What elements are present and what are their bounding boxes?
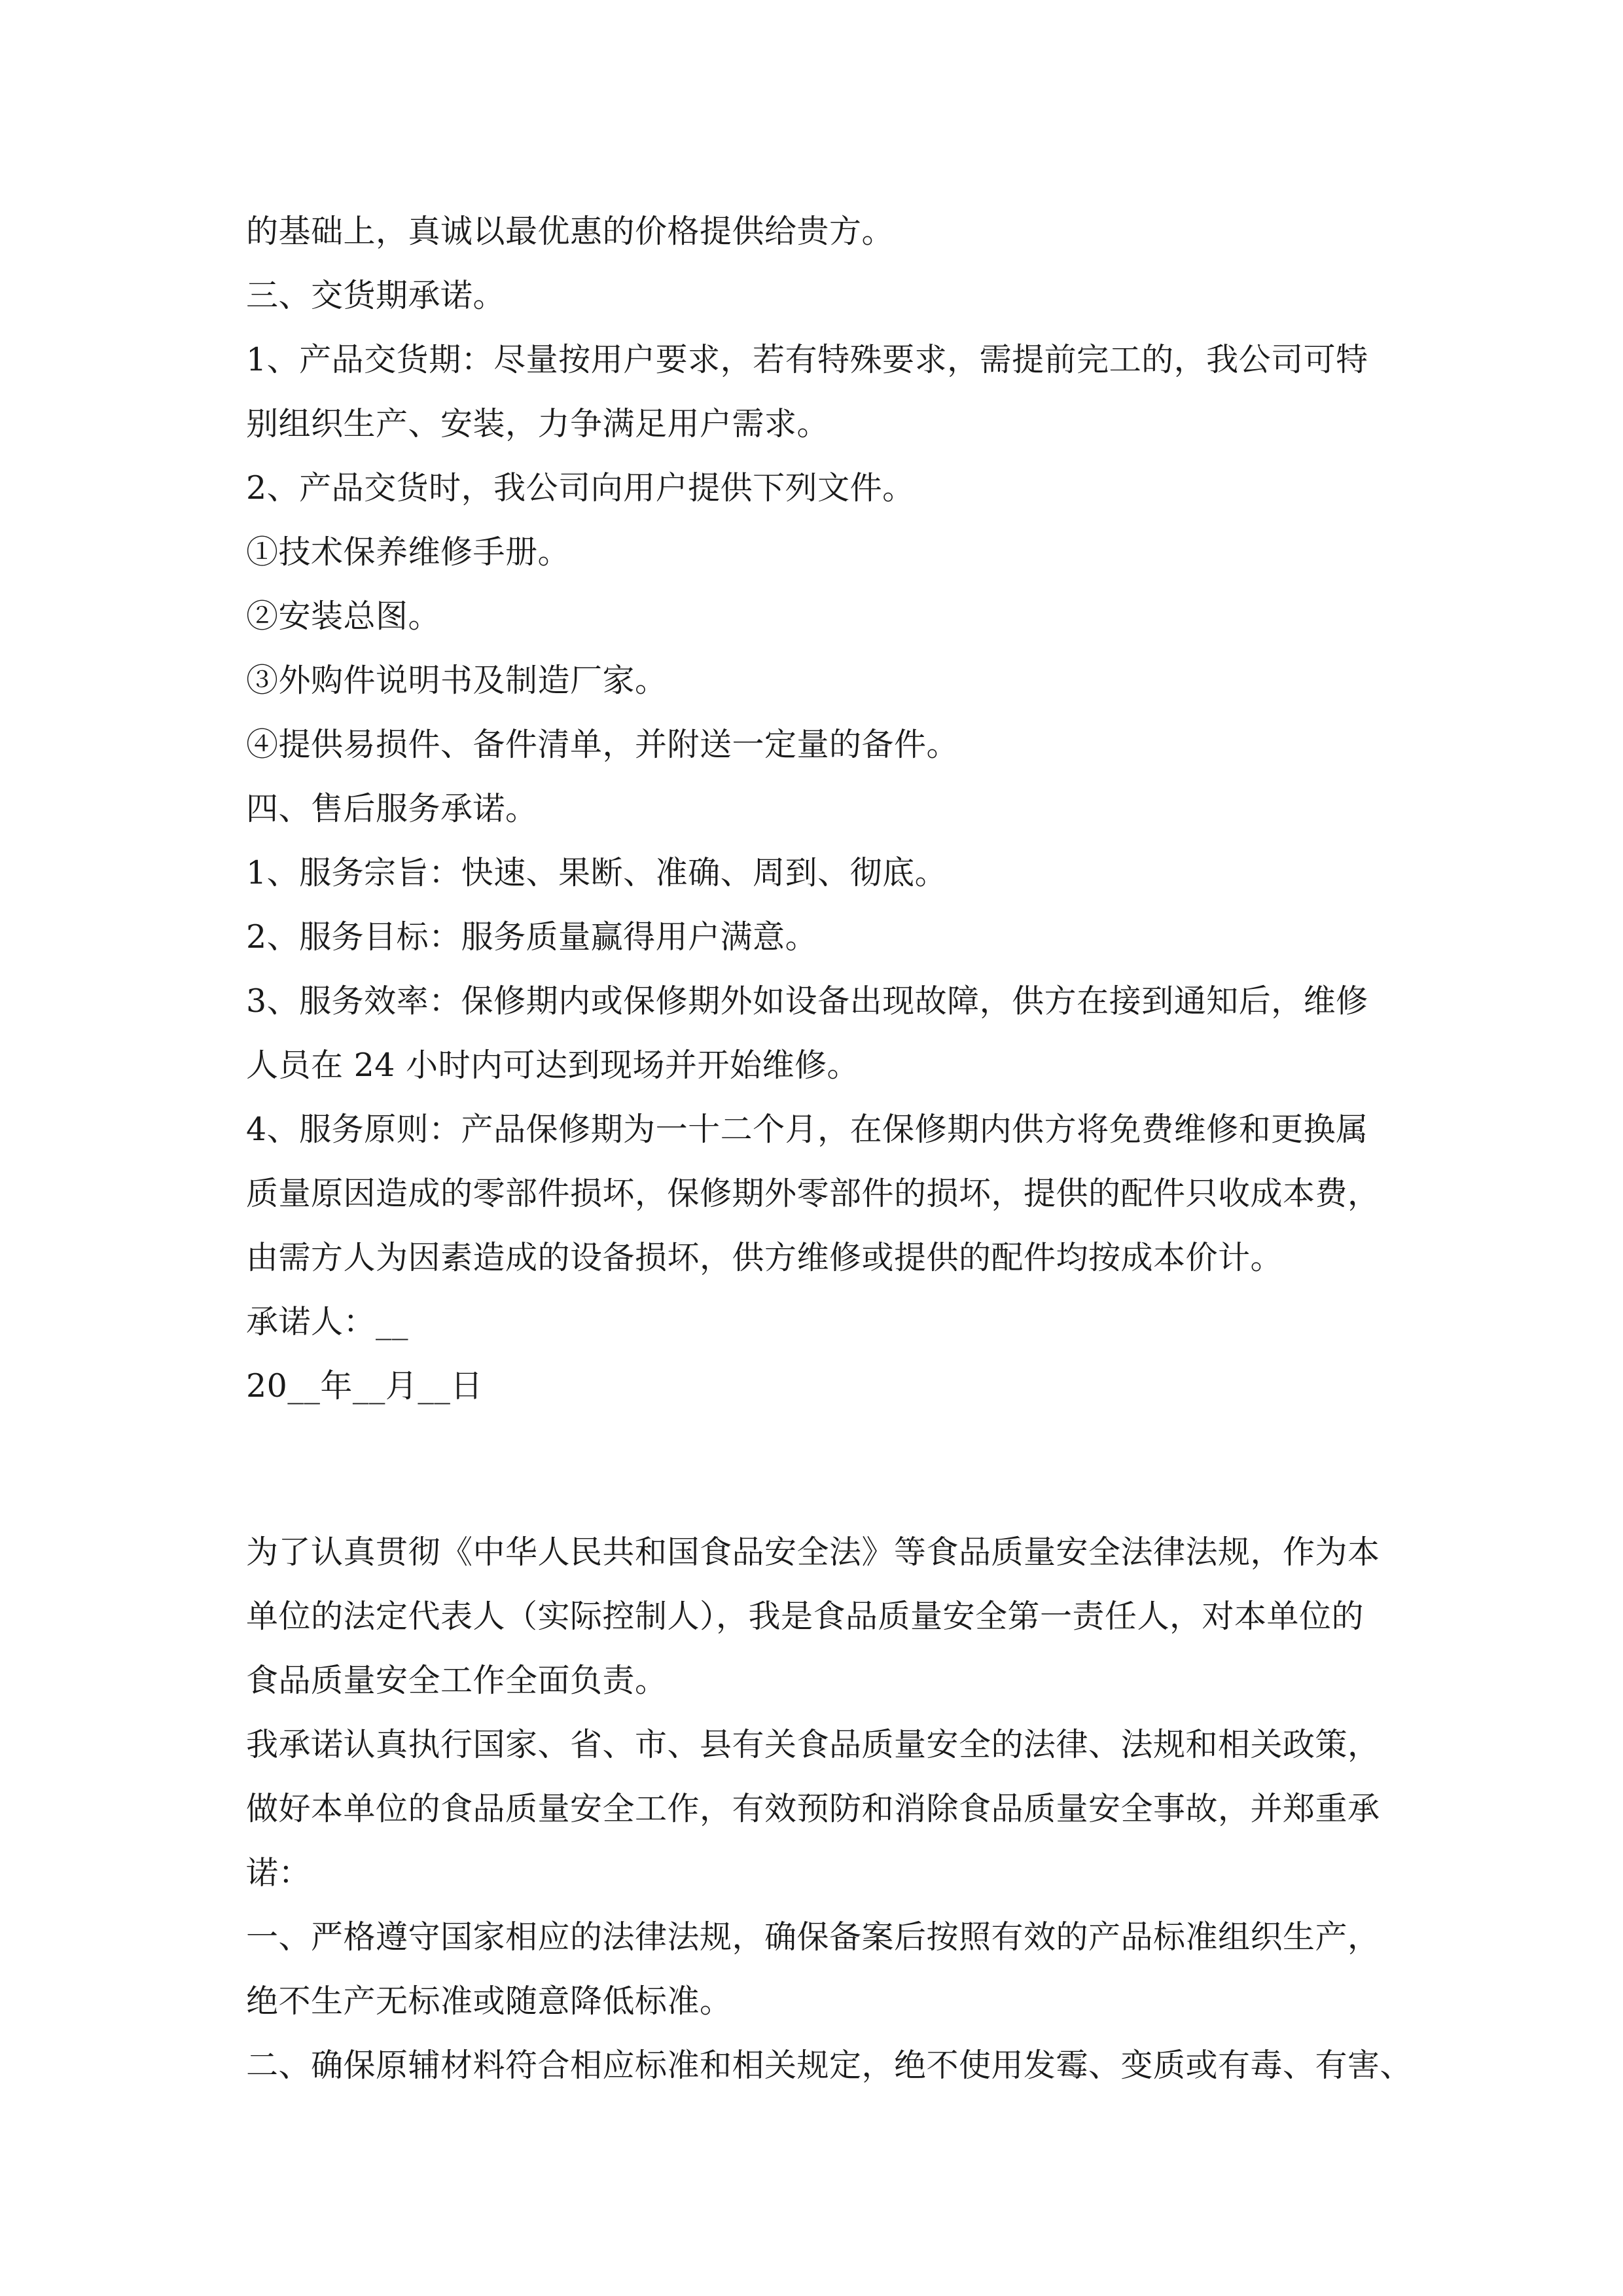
paragraph-line: 人员在 24 小时内可达到现场并开始维修。 — [246, 1047, 860, 1084]
list-item: ②安装总图。 — [246, 598, 441, 635]
document-body — [246, 200, 1413, 2098]
paragraph-line: 别组织生产、安装，力争满足用户需求。 — [246, 405, 830, 442]
paragraph-line: 1、服务宗旨：快速、果断、准确、周到、彻底。 — [246, 854, 948, 891]
paragraph-line: 2、服务目标：服务质量赢得用户满意。 — [246, 918, 818, 956]
paragraph-line: 一、严格遵守国家相应的法律法规，确保备案后按照有效的产品标准组织生产， — [246, 1918, 1380, 1956]
paragraph-line: 绝不生产无标准或随意降低标准。 — [246, 1982, 732, 2020]
paragraph-line: 食品质量安全工作全面负责。 — [246, 1662, 668, 1699]
section-heading: 三、交货期承诺。 — [246, 277, 506, 314]
paragraph-line: 2、产品交货时，我公司向用户提供下列文件。 — [246, 469, 915, 507]
section-heading: 四、售后服务承诺。 — [246, 790, 538, 827]
paragraph-line: 我承诺认真执行国家、省、市、县有关食品质量安全的法律、法规和相关政策， — [246, 1726, 1380, 1763]
paragraph-line: 1、产品交货期：尽量按用户要求，若有特殊要求，需提前完工的，我公司可特 — [246, 341, 1368, 378]
section-gap — [246, 1418, 1398, 1520]
paragraph-line: 诺： — [246, 1854, 312, 1892]
list-item: ④提供易损件、备件清单，并附送一定量的备件。 — [246, 726, 959, 763]
paragraph-line: 二、确保原辅材料符合相应标准和相关规定，绝不使用发霉、变质或有毒、有害、 — [246, 2047, 1413, 2084]
signature-line: 承诺人：__ — [246, 1303, 409, 1340]
paragraph-line: 的基础上，真诚以最优惠的价格提供给贵方。 — [246, 213, 895, 250]
paragraph-line: 做好本单位的食品质量安全工作，有效预防和消除食品质量安全事故，并郑重承 — [246, 1790, 1380, 1827]
paragraph-line: 3、服务效率：保修期内或保修期外如设备出现故障，供方在接到通知后，维修 — [246, 982, 1368, 1020]
paragraph-line: 单位的法定代表人（实际控制人），我是食品质量安全第一责任人，对本单位的 — [246, 1598, 1364, 1635]
paragraph-line: 为了认真贯彻《中华人民共和国食品安全法》等食品质量安全法律法规，作为本 — [246, 1534, 1380, 1571]
paragraph-line: 由需方人为因素造成的设备损坏，供方维修或提供的配件均按成本价计。 — [246, 1239, 1283, 1276]
paragraph-line: 4、服务原则：产品保修期为一十二个月，在保修期内供方将免费维修和更换属 — [246, 1111, 1368, 1148]
paragraph-line: 质量原因造成的零部件损坏，保修期外零部件的损坏，提供的配件只收成本费， — [246, 1175, 1380, 1212]
date-line: 20__年__月__日 — [246, 1367, 483, 1405]
list-item: ①技术保养维修手册。 — [246, 533, 571, 571]
list-item: ③外购件说明书及制造厂家。 — [246, 662, 668, 699]
